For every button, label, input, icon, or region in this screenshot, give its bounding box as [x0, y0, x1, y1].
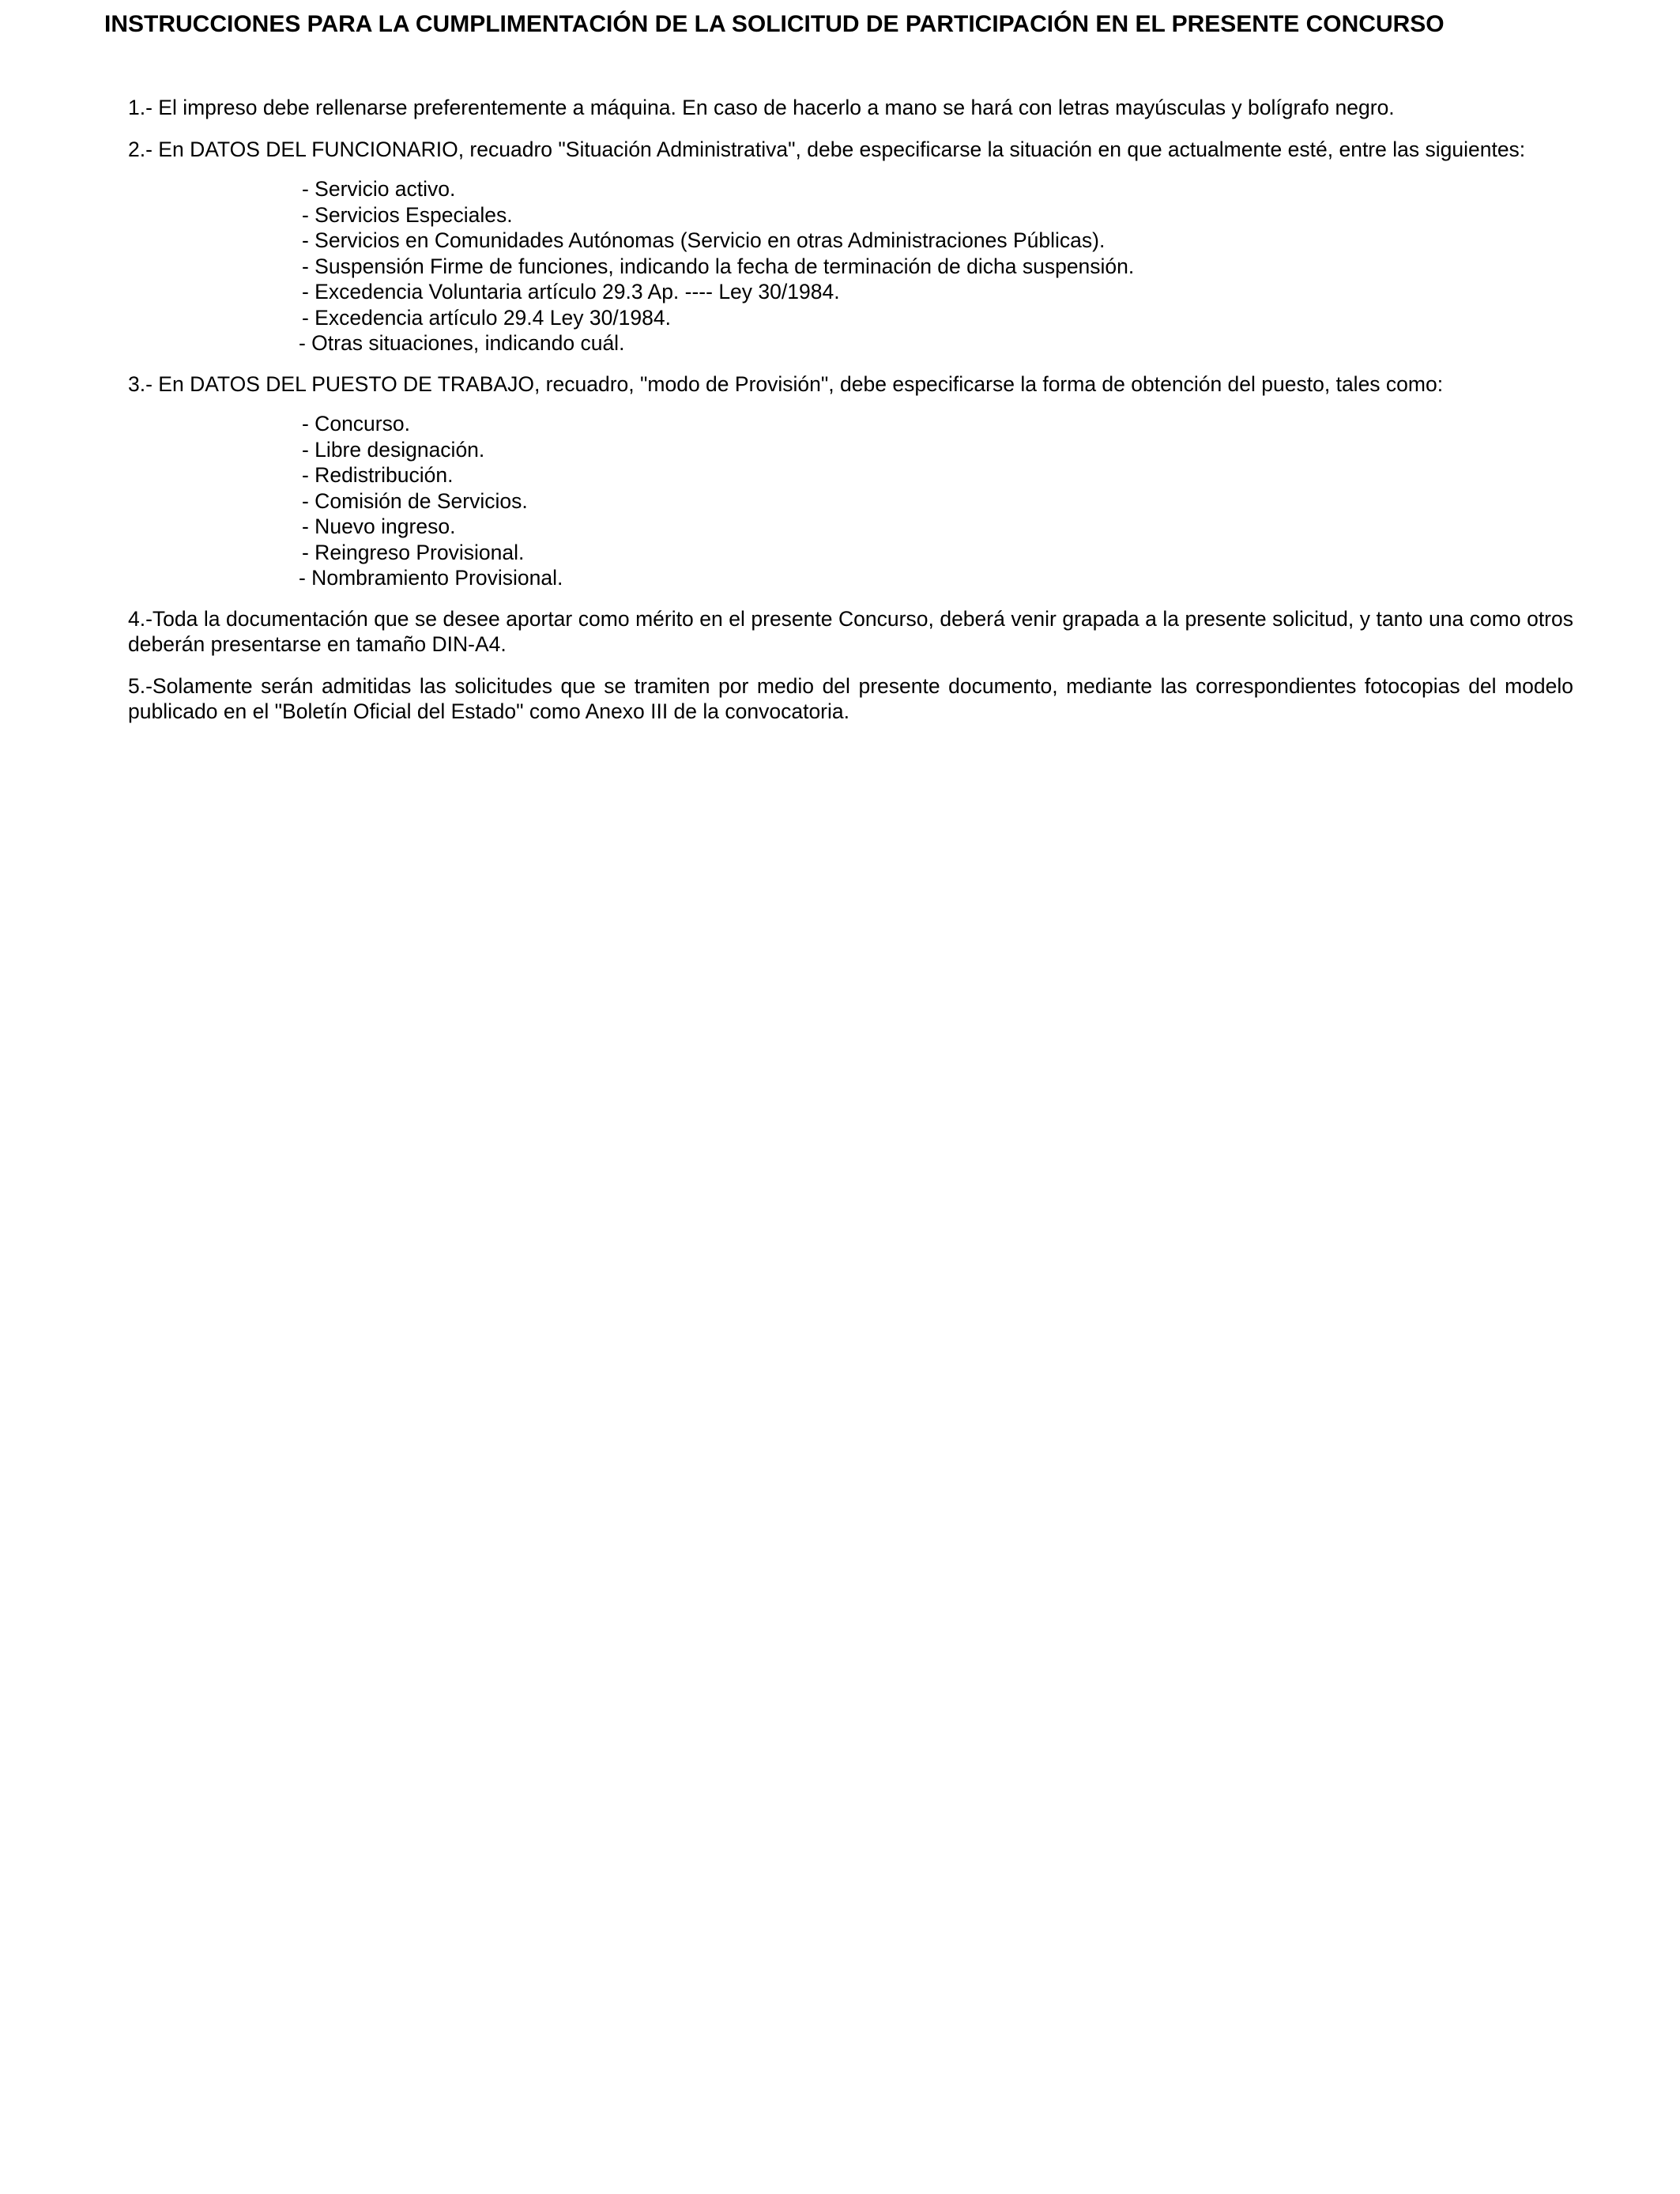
- instruction-1: 1.- El impreso debe rellenarse preferentemente a máquina. En caso de hacerlo a mano se hará con letras mayúsculas y bolígrafo negro.: [128, 96, 1395, 119]
- list-item: - Suspensión Firme de funciones, indicando la fecha de terminación de dicha suspensión.: [302, 254, 1135, 278]
- list-item: - Concurso.: [302, 412, 410, 435]
- list-item: - Reingreso Provisional.: [302, 540, 525, 564]
- page-title: INSTRUCCIONES PARA LA CUMPLIMENTACIÓN DE LA SOLICITUD DE PARTICIPACIÓN EN EL PRESENTE CONCURSO: [104, 11, 1445, 37]
- list-item: - Excedencia Voluntaria artículo 29.3 Ap. ---- Ley 30/1984.: [302, 280, 840, 303]
- list-item: - Excedencia artículo 29.4 Ley 30/1984.: [302, 305, 671, 330]
- administrative-situation-list: [299, 176, 1573, 356]
- instruction-5: 5.-Solamente serán admitidas las solicitudes que se tramiten por medio del presente documento, mediante las correspondientes fotocopias del modelo publicado en el "Boletín Oficial del Estado" como Anexo III de la convocatoria.: [128, 673, 1573, 723]
- instruction-2: 2.- En DATOS DEL FUNCIONARIO, recuadro "Situación Administrativa", debe especificarse la situación en que actualmente esté, entre las siguientes:: [128, 137, 1526, 161]
- list-item: - Servicios en Comunidades Autónomas (Servicio en otras Administraciones Públicas).: [302, 228, 1106, 252]
- list-item: - Libre designación.: [302, 437, 485, 462]
- instruction-4: 4.-Toda la documentación que se desee aportar como mérito en el presente Concurso, deberá venir grapada a la presente solicitud, y tanto una como otros deberán presentarse en tamaño DIN-A4.: [128, 606, 1573, 656]
- list-item: - Nuevo ingreso.: [302, 515, 456, 538]
- provision-mode-list: [299, 411, 1573, 591]
- list-item: - Nombramiento Provisional.: [299, 566, 563, 590]
- list-item: - Redistribución.: [302, 463, 454, 487]
- instruction-3: 3.- En DATOS DEL PUESTO DE TRABAJO, recuadro, "modo de Provisión", debe especificarse la forma de obtención del puesto, tales como:: [128, 371, 1444, 396]
- list-item: - Comisión de Servicios.: [302, 488, 528, 513]
- list-item: - Otras situaciones, indicando cuál.: [299, 331, 625, 355]
- list-item: - Servicios Especiales.: [302, 202, 513, 227]
- instructions-body: [128, 95, 1573, 741]
- list-item: - Servicio activo.: [302, 177, 456, 201]
